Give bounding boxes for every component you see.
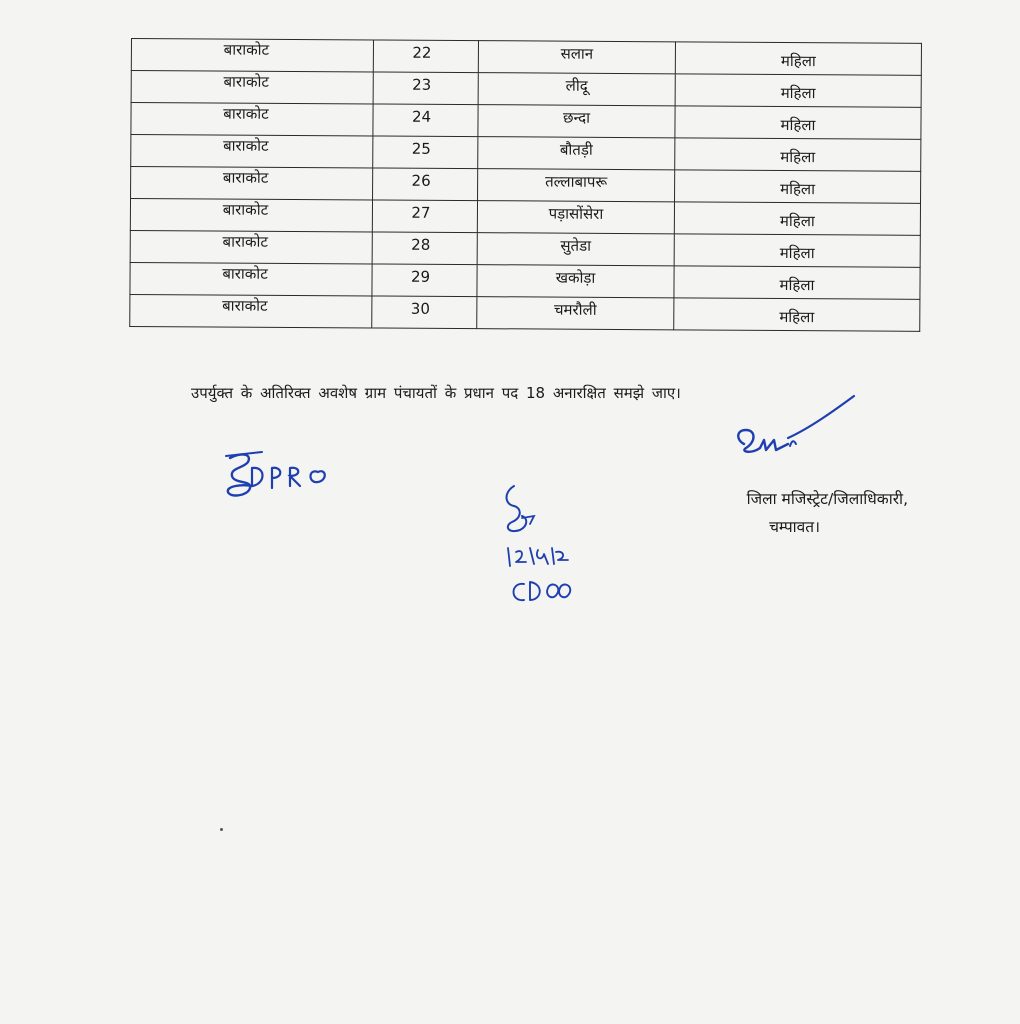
village-name-cell xyxy=(477,297,674,330)
table-body xyxy=(130,39,922,332)
village-name-cell xyxy=(478,169,675,202)
serial-number-cell xyxy=(372,296,477,329)
serial-number-cell xyxy=(372,232,477,265)
table-row xyxy=(130,199,920,236)
block-name-cell xyxy=(131,39,373,72)
table-row xyxy=(130,262,920,299)
table-row xyxy=(131,71,921,108)
dpro-signature xyxy=(222,446,352,506)
serial-number-cell xyxy=(373,104,478,137)
block-name-cell-text: बाराकोट xyxy=(223,136,269,155)
village-name-cell-text: पड़ासोंसेरा xyxy=(548,204,604,223)
serial-number-cell xyxy=(373,136,478,169)
reservation-category-cell-text: महिला xyxy=(779,307,815,326)
table-row xyxy=(131,135,921,172)
village-name-cell xyxy=(478,73,675,106)
reservation-category-cell-text: महिला xyxy=(779,211,815,230)
reservation-category-cell-text: महिला xyxy=(779,275,815,294)
village-name-cell xyxy=(478,105,675,138)
serial-number-cell-text: 26 xyxy=(411,171,431,190)
village-name-cell xyxy=(477,201,674,234)
reservation-category-cell xyxy=(675,42,921,76)
signatory-designation: जिला मजिस्ट्रेट/जिलाधिकारी, xyxy=(746,490,908,508)
village-name-cell-text: सुतेडा xyxy=(560,236,592,255)
reservation-category-cell-text: महिला xyxy=(779,243,815,262)
reservation-category-cell-text: महिला xyxy=(780,51,816,70)
block-name-cell xyxy=(131,71,373,104)
reservation-category-cell xyxy=(675,138,921,172)
note-text: उपर्युक्त के अतिरिक्त अवशेष ग्राम पंचायतों के प्रधान पद 18 अनारक्षित समझे जाए। xyxy=(191,384,681,402)
village-name-cell-text: तल्लाबापरू xyxy=(545,172,608,191)
table-row xyxy=(130,230,920,267)
village-name-cell xyxy=(477,265,674,298)
table-row xyxy=(131,39,921,76)
reservation-category-cell xyxy=(674,202,920,236)
village-name-cell xyxy=(477,233,674,266)
serial-number-cell xyxy=(373,40,478,73)
village-name-cell-text: चमरौली xyxy=(554,300,597,319)
block-name-cell-text: बाराकोट xyxy=(223,72,270,91)
reservation-category-cell-text: महिला xyxy=(780,83,816,102)
village-name-cell-text: सलान xyxy=(560,44,594,63)
serial-number-cell-text: 23 xyxy=(412,75,432,94)
reservation-category-cell-text: महिला xyxy=(780,115,816,134)
block-name-cell-text: बाराकोट xyxy=(222,200,269,219)
reservation-category-cell xyxy=(675,170,921,204)
reservation-category-cell xyxy=(674,234,920,268)
block-name-cell xyxy=(131,135,373,168)
serial-number-cell xyxy=(372,264,477,297)
table-row xyxy=(131,103,921,140)
block-name-cell-text: बाराकोट xyxy=(222,168,269,187)
reservation-grid xyxy=(129,38,922,332)
block-name-cell xyxy=(130,230,372,263)
reservation-category-cell xyxy=(674,298,920,332)
block-name-cell-text: बाराकोट xyxy=(223,104,269,123)
village-name-cell-text: खकोड़ा xyxy=(555,268,596,287)
reservation-category-cell xyxy=(674,266,920,300)
village-name-cell xyxy=(478,41,675,74)
village-name-cell-text: बौतड़ी xyxy=(559,140,593,159)
block-name-cell xyxy=(131,167,373,200)
reservation-table xyxy=(129,38,917,332)
reservation-category-cell-text: महिला xyxy=(780,179,816,198)
serial-number-cell-text: 30 xyxy=(410,299,430,318)
speck xyxy=(220,828,223,831)
serial-number-cell xyxy=(373,168,478,201)
serial-number-cell xyxy=(372,200,477,233)
reservation-category-cell xyxy=(675,74,921,108)
reservation-category-cell xyxy=(675,106,921,140)
village-name-cell xyxy=(478,137,675,170)
serial-number-cell-text: 24 xyxy=(411,107,432,126)
block-name-cell-text: बाराकोट xyxy=(222,264,268,283)
signatory-location: चम्पावत। xyxy=(769,518,820,536)
serial-number-cell-text: 28 xyxy=(411,235,431,254)
block-name-cell-text: बाराकोट xyxy=(222,296,268,315)
table-row xyxy=(130,294,920,331)
village-name-cell-text: लीदू xyxy=(565,76,588,95)
serial-number-cell-text: 29 xyxy=(410,267,431,286)
block-name-cell-text: बाराकोट xyxy=(222,232,269,251)
block-name-cell xyxy=(131,103,373,136)
block-name-cell-text: बाराकोट xyxy=(223,40,270,59)
signatory-block xyxy=(676,485,908,541)
serial-number-cell xyxy=(373,72,478,105)
block-name-cell xyxy=(130,294,372,327)
reservation-category-cell-text: महिला xyxy=(780,147,816,166)
block-name-cell xyxy=(130,262,372,295)
serial-number-cell-text: 22 xyxy=(412,43,432,62)
block-name-cell xyxy=(130,199,372,232)
village-name-cell-text: छन्दा xyxy=(562,108,591,127)
cdo-signature xyxy=(494,478,604,618)
serial-number-cell-text: 25 xyxy=(411,139,431,158)
magistrate-signature xyxy=(730,388,860,468)
serial-number-cell-text: 27 xyxy=(411,203,431,222)
table-row xyxy=(131,167,921,204)
